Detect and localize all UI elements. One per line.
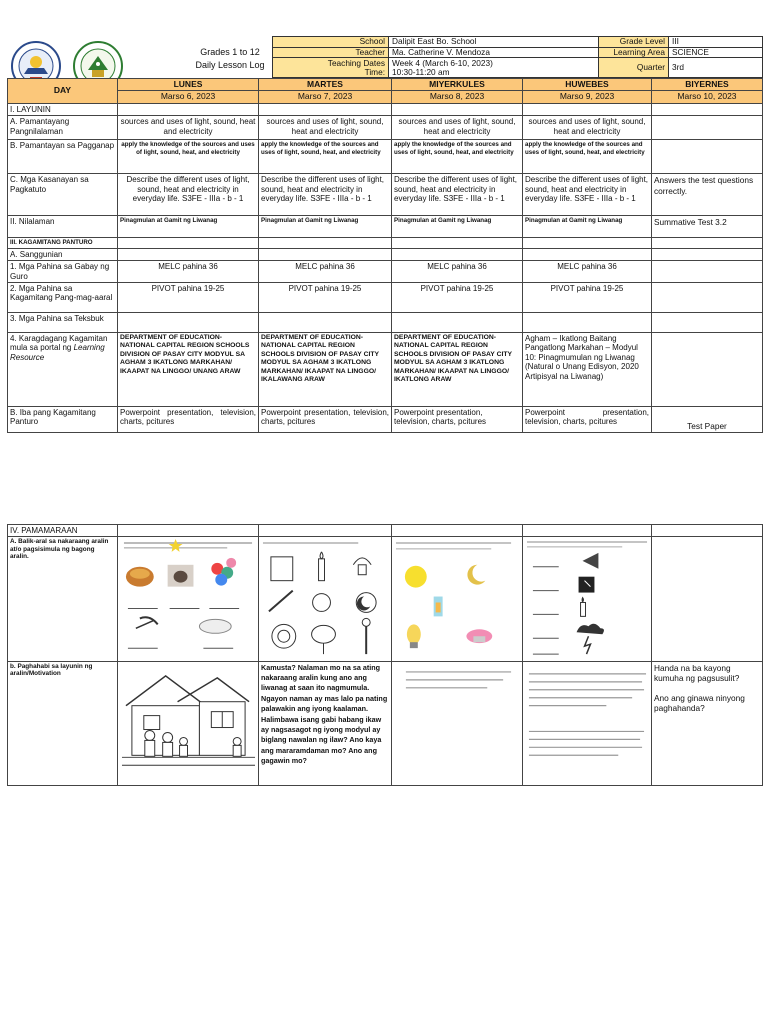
quarter-value: 3rd (669, 58, 763, 78)
content-standard-label: A. Pamantayang Pangnilalaman (8, 116, 118, 140)
competencies-friday: Answers the test questions correctly. (652, 174, 763, 216)
nilalaman-wednesday: Pinagmulan at Gamit ng Liwanag (392, 216, 523, 238)
layunin-heading: I. LAYUNIN (8, 103, 118, 115)
food-objects-worksheet-illustration (118, 537, 258, 660)
nilalaman-monday: Pinagmulan at Gamit ng Liwanag (118, 216, 259, 238)
other-materials-friday: Test Paper (652, 407, 763, 433)
content-standard-thursday: sources and uses of light, sound, heat and electricity (523, 116, 652, 140)
light-objects-matching-illustration (523, 537, 651, 660)
teacher-guide-monday: MELC pahina 36 (118, 261, 259, 283)
nilalaman-friday: Summative Test 3.2 (652, 216, 763, 238)
learner-material-tuesday: PIVOT pahina 19-25 (259, 283, 392, 313)
grade-value: III (669, 37, 763, 48)
review-image-wednesday (392, 537, 523, 661)
day-name-wednesday: MIYERKULES (392, 79, 523, 91)
day-name-thursday: HUWEBES (523, 79, 652, 91)
date-tuesday: Marso 7, 2023 (259, 91, 392, 103)
teacher-guide-tuesday: MELC pahina 36 (259, 261, 392, 283)
date-wednesday: Marso 8, 2023 (392, 91, 523, 103)
quarter-label: Quarter (599, 58, 669, 78)
learner-material-monday: PIVOT pahina 19-25 (118, 283, 259, 313)
day-header: DAY (8, 79, 118, 104)
area-label: Learning Area (599, 47, 669, 58)
performance-standard-tuesday: apply the knowledge of the sources and uses of light, sound, heat, and electricity (259, 140, 392, 174)
teacher-guide-wednesday: MELC pahina 36 (392, 261, 523, 283)
learner-material-thursday: PIVOT pahina 19-25 (523, 283, 652, 313)
date-friday: Marso 10, 2023 (652, 91, 763, 103)
competencies-label: C. Mga Kasanayan sa Pagkatuto (8, 174, 118, 216)
teacher-guide-thursday: MELC pahina 36 (523, 261, 652, 283)
lr-portal-label-italic: Learning Resource (10, 343, 105, 362)
content-standard-wednesday: sources and uses of light, sound, heat and electricity (392, 116, 523, 140)
other-materials-monday: Powerpoint presentation, television, charts, pcitures (118, 407, 259, 433)
glowing-objects-worksheet-illustration (392, 537, 522, 660)
date-monday: Marso 6, 2023 (118, 91, 259, 103)
competencies-monday: Describe the different uses of light, sound, heat and electricity in everyday life. S3FE - IIIa - b - 1 (118, 174, 259, 216)
learner-material-label: 2. Mga Pahina sa Kagamitang Pang-mag-aaral (8, 283, 118, 313)
motivation-friday (652, 661, 763, 785)
lesson-plan-table-top (7, 78, 763, 433)
grade-label: Grade Level (599, 37, 669, 48)
date-thursday: Marso 9, 2023 (523, 91, 652, 103)
header-info-box (272, 36, 762, 78)
title-line-grades: Grades 1 to 12 (200, 47, 260, 57)
other-materials-tuesday: Powerpoint presentation, television, charts, pcitures (259, 407, 392, 433)
title-line-dll: Daily Lesson Log (195, 60, 265, 70)
learner-material-wednesday: PIVOT pahina 19-25 (392, 283, 523, 313)
competencies-thursday: Describe the different uses of light, sound, heat and electricity in everyday life. S3FE - IIIa - b - 1 (523, 174, 652, 216)
performance-standard-monday: apply the knowledge of the sources and uses of light, sound, heat, and electricity (118, 140, 259, 174)
friday-question-preparation: Ano ang ginawa ninyong paghahanda? (654, 692, 745, 714)
school-label: School (273, 37, 389, 48)
day-name-friday: BIYERNES (652, 79, 763, 91)
nilalaman-label: II. Nilalaman (8, 216, 118, 238)
teaching-dates-value: Week 4 (March 6-10, 2023) (392, 57, 493, 68)
friday-question-ready: Handa na ba kayong kumuha ng pagsusulit? (654, 662, 740, 684)
lr-portal-thursday: Agham – Ikatlong Baitang Pangatlong Markahan – Modyul 10: Pinagmumulan ng Liwanag (Natural o Unang Edisyon, 2020 Artipisyal na Liwanag) (523, 333, 652, 407)
teacher-value: Ma. Catherine V. Mendoza (389, 47, 599, 58)
lr-portal-wednesday: DEPARTMENT OF EDUCATION-NATIONAL CAPITAL REGION SCHOOLS DIVISION OF PASAY CITY MODYUL SA AGHAM 3 IKATLONG MARKAHAN/ IKAAPAT NA LINGGO/ IKATLONG ARAW (392, 333, 523, 407)
textbook-label: 3. Mga Pahina sa Teksbuk (8, 313, 118, 333)
sanggunian-label: A. Sanggunian (8, 248, 118, 260)
day-name-tuesday: MARTES (259, 79, 392, 91)
time-value: 10:30-11:20 am (392, 66, 450, 77)
handwritten-note-thursday (523, 662, 651, 785)
review-image-thursday (523, 537, 652, 661)
performance-standard-label: B. Pamantayan sa Pagganap (8, 140, 118, 174)
lr-portal-monday: DEPARTMENT OF EDUCATION-NATIONAL CAPITAL REGION SCHOOLS DIVISION OF PASAY CITY MODYUL SA AGHAM 3 IKATLONG MARKAHAN/ IKAAPAT NA LINGGO/ UNANG ARAW (118, 333, 259, 407)
motivation-label: b. Paghahabi sa layunin ng aralin/Motivation (8, 661, 118, 785)
motivation-image-monday (118, 661, 259, 785)
performance-standard-wednesday: apply the knowledge of the sources and uses of light, sound, heat, and electricity (392, 140, 523, 174)
lr-portal-tuesday: DEPARTMENT OF EDUCATION-NATIONAL CAPITAL REGION SCHOOLS DIVISION OF PASAY CITY MODYUL SA AGHAM 3 IKATLONG MARKAHAN/ IKAAPAT NA LINGGO/ IKALAWANG ARAW (259, 333, 392, 407)
motivation-story-tuesday: Kamusta? Nalaman mo na sa ating nakaraang aralin kung ano ang liwanag at saan ito nagmumula. Ngayon naman ay mas lalo pa nating palawakin ang iyong kaalaman. Halimbawa isang gabi habang ikaw ay nagsasagot ng iyong modyul ay biglang nawalan ng ilaw? Ano kaya ang mararamdaman mo? Ano ang gagawin mo? (259, 661, 392, 785)
other-materials-label: B. Iba pang Kagamitang Panturo (8, 407, 118, 433)
nilalaman-thursday: Pinagmulan at Gamit ng Liwanag (523, 216, 652, 238)
motivation-image-wednesday (392, 661, 523, 785)
pamamaraan-heading: IV. PAMAMARAAN (8, 525, 118, 537)
competencies-wednesday: Describe the different uses of light, sound, heat and electricity in everyday life. S3FE - IIIa - b - 1 (392, 174, 523, 216)
day-name-monday: LUNES (118, 79, 259, 91)
dates-label (273, 58, 389, 78)
teaching-dates-label: Teaching Dates (327, 57, 385, 68)
house-family-illustration (118, 662, 258, 785)
competencies-tuesday: Describe the different uses of light, sound, heat and electricity in everyday life. S3FE - IIIa - b - 1 (259, 174, 392, 216)
light-sources-worksheet-illustration (259, 537, 391, 660)
nilalaman-tuesday: Pinagmulan at Gamit ng Liwanag (259, 216, 392, 238)
lesson-plan-table-bottom (7, 524, 763, 786)
teacher-guide-label: 1. Mga Pahina sa Gabay ng Guro (8, 261, 118, 283)
handwritten-note-wednesday (392, 662, 522, 785)
content-standard-monday: sources and uses of light, sound, heat and electricity (118, 116, 259, 140)
content-standard-tuesday: sources and uses of light, sound, heat and electricity (259, 116, 392, 140)
area-value: SCIENCE (669, 47, 763, 58)
lr-portal-label (8, 333, 118, 407)
other-materials-wednesday: Powerpoint presentation, television, charts, pcitures (392, 407, 523, 433)
kagamitan-heading: III. KAGAMITANG PANTURO (8, 238, 118, 249)
time-label: Time: (364, 66, 385, 77)
lr-portal-label-text: 4. Karagdagang Kagamitan mula sa portal ng (10, 334, 108, 353)
performance-standard-thursday: apply the knowledge of the sources and uses of light, sound, heat, and electricity (523, 140, 652, 174)
school-value: Dalipit East Bo. School (389, 37, 599, 48)
review-image-monday (118, 537, 259, 661)
review-image-tuesday (259, 537, 392, 661)
dates-value (389, 58, 599, 78)
review-label: A. Balik-aral sa nakaraang aralin at/o pagsisimula ng bagong aralin. (8, 537, 118, 661)
other-materials-thursday: Powerpoint presentation, television, charts, pcitures (523, 407, 652, 433)
teacher-label: Teacher (273, 47, 389, 58)
motivation-image-thursday (523, 661, 652, 785)
